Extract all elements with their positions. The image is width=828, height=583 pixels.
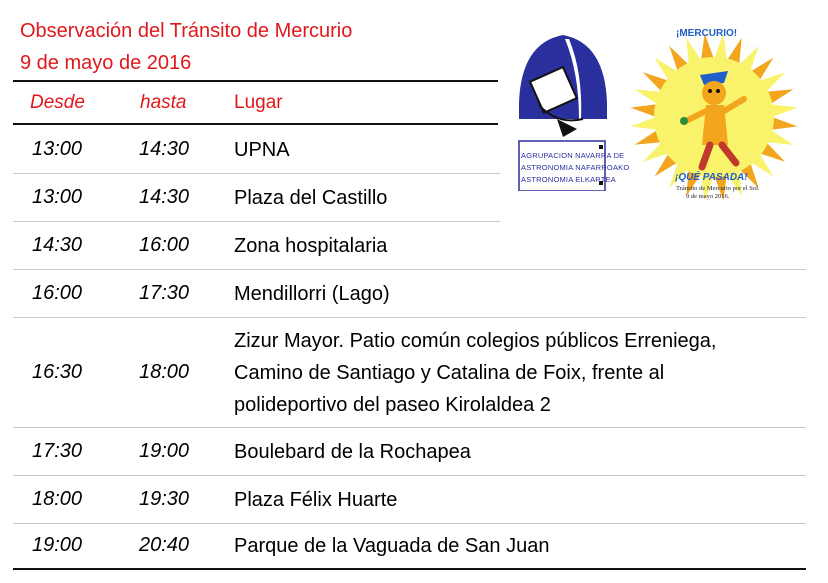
lugar-line: polideportivo del paseo Kirolaldea 2 bbox=[234, 394, 551, 416]
cell-lugar bbox=[234, 278, 390, 310]
table-row bbox=[13, 428, 806, 476]
cell-hasta: 19:00 bbox=[139, 440, 190, 462]
sun-ray bbox=[631, 104, 658, 117]
table-row bbox=[13, 222, 806, 270]
cell-hasta: 14:30 bbox=[139, 186, 190, 208]
table-row bbox=[13, 524, 806, 568]
sun-ray bbox=[631, 117, 658, 130]
cell-lugar bbox=[234, 530, 549, 562]
cell-hasta: 20:40 bbox=[139, 534, 190, 556]
lugar-line: Boulebard de la Rochapea bbox=[234, 441, 471, 463]
cell-hasta: 19:30 bbox=[139, 488, 190, 510]
sun-ray bbox=[771, 104, 798, 117]
page-subtitle-date: 9 de mayo de 2016 bbox=[20, 52, 192, 74]
org-name-line: ASTRONOMIA ELKARTEA bbox=[521, 175, 616, 184]
lugar-line: Mendillorri (Lago) bbox=[234, 283, 390, 305]
org-name-line: ASTRONOMIA NAFARROAKO bbox=[521, 163, 630, 172]
cell-desde: 13:00 bbox=[32, 137, 83, 160]
table-row bbox=[13, 270, 806, 318]
cell-desde: 18:00 bbox=[32, 488, 83, 510]
sun-ray bbox=[771, 117, 798, 130]
cell-desde: 16:30 bbox=[32, 361, 83, 383]
lugar-line: Plaza Félix Huarte bbox=[234, 489, 398, 511]
cell-lugar bbox=[234, 484, 397, 516]
cell-desde: 19:00 bbox=[32, 534, 83, 556]
column-header-hasta: hasta bbox=[140, 92, 187, 113]
cell-hasta: 18:00 bbox=[139, 361, 190, 383]
lugar-line: UPNA bbox=[234, 138, 290, 161]
cell-lugar bbox=[234, 134, 290, 166]
column-header-desde: Desde bbox=[30, 92, 85, 113]
lugar-line: Plaza del Castillo bbox=[234, 187, 388, 209]
lugar-line: Zona hospitalaria bbox=[234, 235, 388, 257]
cell-lugar bbox=[234, 230, 387, 262]
cell-lugar bbox=[234, 436, 471, 468]
cell-desde: 13:00 bbox=[32, 186, 83, 208]
cell-desde: 16:00 bbox=[32, 282, 83, 304]
table-bottom-rule bbox=[13, 568, 806, 570]
cell-hasta: 14:30 bbox=[139, 137, 190, 160]
cell-lugar bbox=[234, 325, 716, 421]
lugar-line: Camino de Santiago y Catalina de Foix, frente al bbox=[234, 362, 665, 384]
column-header-lugar: Lugar bbox=[234, 92, 283, 113]
logo-caption: 9 de mayo 2016. bbox=[686, 193, 730, 200]
cell-hasta: 16:00 bbox=[139, 234, 190, 256]
page-title: Observación del Tránsito de Mercurio bbox=[20, 20, 353, 42]
cell-desde: 14:30 bbox=[32, 234, 83, 256]
lugar-line: Parque de la Vaguada de San Juan bbox=[234, 535, 550, 557]
table-row bbox=[13, 318, 806, 428]
org-name-line: AGRUPACION NAVARRA DE bbox=[521, 151, 625, 160]
que-pasada-label: ¡QUÉ PASADA! bbox=[675, 172, 748, 183]
cell-hasta: 17:30 bbox=[139, 282, 190, 304]
cell-desde: 17:30 bbox=[32, 440, 83, 462]
lugar-line: Zizur Mayor. Patio común colegios públicos Erreniega, bbox=[234, 330, 717, 352]
mercurio-label: ¡MERCURIO! bbox=[676, 28, 738, 39]
table-row bbox=[13, 476, 806, 524]
logo-caption: Tránsito de Mercurio por el Sol. bbox=[676, 185, 760, 192]
table-top-rule bbox=[13, 80, 498, 82]
cell-lugar bbox=[234, 182, 387, 214]
